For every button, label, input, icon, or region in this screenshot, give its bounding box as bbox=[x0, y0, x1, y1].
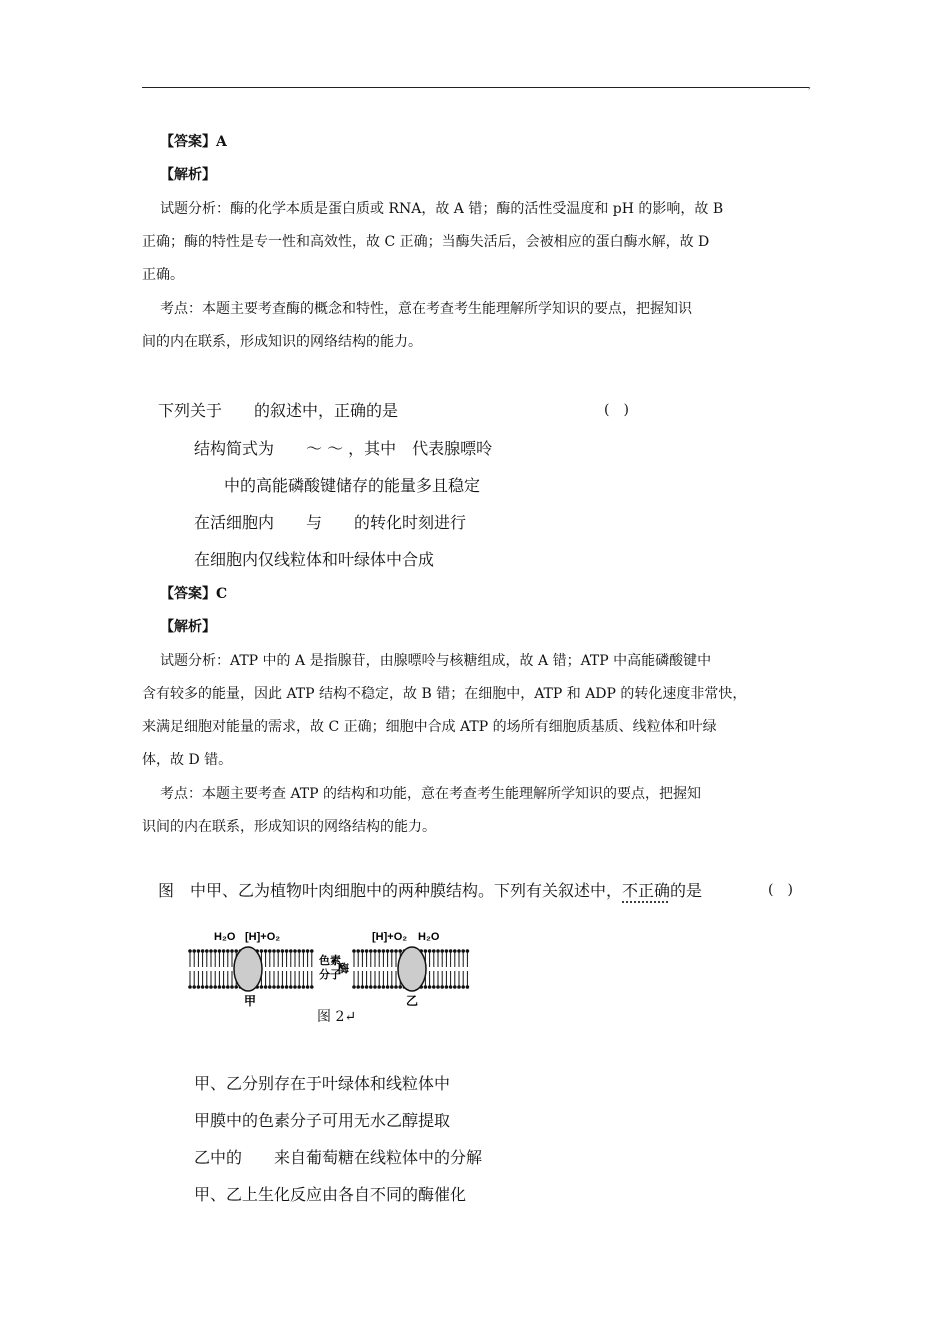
lipid-head bbox=[424, 985, 428, 989]
lipid-head bbox=[369, 985, 373, 989]
lipid-head bbox=[428, 985, 432, 989]
q2-analysis-line: 试题分析：ATP 中的 A 是指腺苷，由腺嘌呤与核糖组成，故 A 错；ATP 中高能磷酸键中 bbox=[160, 653, 712, 669]
lipid-head bbox=[264, 985, 268, 989]
q3-option: 甲、乙分别存在于叶绿体和线粒体中 bbox=[194, 1074, 451, 1093]
q2-kaodian-line: 考点：本题主要考查 ATP 的结构和功能，意在考查考生能理解所学知识的要点，把握知 bbox=[160, 786, 702, 802]
lipid-head bbox=[390, 985, 394, 989]
protein-jia bbox=[234, 947, 262, 991]
lipid-head bbox=[209, 985, 213, 989]
lipid-head bbox=[377, 985, 381, 989]
header-rule bbox=[142, 87, 809, 88]
lipid-head bbox=[361, 985, 365, 989]
lipid-head bbox=[213, 985, 217, 989]
q3-option: 乙中的 来自葡萄糖在线粒体中的分解 bbox=[194, 1148, 483, 1167]
lipid-head bbox=[293, 985, 297, 989]
label-h-o2-left: [H]+O₂ bbox=[245, 931, 281, 943]
lipid-head bbox=[297, 985, 301, 989]
q2-answer-paren: ( ) bbox=[604, 402, 629, 418]
q3-option: 甲、乙上生化反应由各自不同的酶催化 bbox=[194, 1185, 467, 1204]
lipid-head bbox=[260, 985, 264, 989]
lipid-head bbox=[386, 985, 390, 989]
q2-analysis-line: 体，故 D 错。 bbox=[142, 752, 233, 768]
label-yi: 乙 bbox=[406, 994, 419, 1008]
lipid-head bbox=[356, 985, 360, 989]
q1-kaodian-line: 考点：本题主要考查酶的概念和特性，意在考查考生能理解所学知识的要点，把握知识 bbox=[160, 301, 692, 317]
protein-yi bbox=[398, 947, 426, 991]
lipid-head bbox=[373, 985, 377, 989]
q2-option: 结构简式为 ～ ～ ，其中 代表腺嘌呤 bbox=[194, 439, 493, 458]
lipid-head bbox=[205, 985, 209, 989]
q2-stem: 下列关于 的叙述中，正确的是 bbox=[158, 401, 399, 420]
q1-analysis-line: 正确；酶的特性是专一性和高效性，故 C 正确；当酶失活后，会被相应的蛋白酶水解，故 D bbox=[142, 234, 710, 250]
lipid-head bbox=[432, 985, 436, 989]
lipid-head bbox=[436, 985, 440, 989]
q2-analysis-line: 含有较多的能量，因此 ATP 结构不稳定，故 B 错；在细胞中，ATP 和 ADP 的转化速度非常快， bbox=[142, 686, 747, 702]
label-h-o2-right: [H]+O₂ bbox=[372, 931, 408, 943]
figure-caption: 图 2↵ bbox=[317, 1009, 357, 1025]
lipid-head bbox=[440, 985, 444, 989]
q2-analysis-line: 来满足细胞对能量的需求，故 C 正确；细胞中合成 ATP 的场所有细胞质基质、线粒体和叶绿 bbox=[142, 719, 717, 735]
q1-analysis-label: 【解析】 bbox=[160, 167, 216, 183]
lipid-head bbox=[192, 985, 196, 989]
lipid-head bbox=[188, 985, 192, 989]
q1-kaodian-line: 间的内在联系，形成知识的网络结构的能力。 bbox=[142, 334, 422, 350]
lipid-head bbox=[276, 985, 280, 989]
lipid-head bbox=[457, 985, 461, 989]
q1-analysis-line: 正确。 bbox=[142, 267, 184, 283]
q3-answer-paren: ( ) bbox=[768, 882, 793, 898]
q2-answer: 【答案】C bbox=[160, 586, 228, 602]
lipid-head bbox=[398, 985, 402, 989]
q2-option: 在活细胞内 与 的转化时刻进行 bbox=[194, 513, 467, 532]
label-h2o-right: H₂O bbox=[418, 931, 440, 943]
lipid-head bbox=[234, 985, 238, 989]
lipid-head bbox=[272, 985, 276, 989]
lipid-head bbox=[230, 985, 234, 989]
q1-answer: 【答案】A bbox=[160, 134, 227, 150]
q3-stem-before: 图 中甲、乙为植物叶肉细胞中的两种膜结构。下列有关叙述中， bbox=[158, 881, 623, 900]
lipid-head bbox=[197, 985, 201, 989]
lipid-head bbox=[445, 985, 449, 989]
header-rule-mark: , bbox=[808, 80, 812, 91]
q1-analysis-line: 试题分析：酶的化学本质是蛋白质或 RNA，故 A 错；酶的活性受温度和 pH 的影响，故 B bbox=[160, 201, 724, 217]
lipid-head bbox=[289, 985, 293, 989]
lipid-head bbox=[306, 985, 310, 989]
q2-analysis-label: 【解析】 bbox=[160, 619, 216, 635]
lipid-head bbox=[310, 985, 314, 989]
q2-option: 在细胞内仅线粒体和叶绿体中合成 bbox=[194, 550, 435, 569]
lipid-head bbox=[449, 985, 453, 989]
lipid-head bbox=[394, 985, 398, 989]
label-pigment-2: 分子 bbox=[319, 969, 341, 981]
q3-stem-emphasis: 不正确 bbox=[622, 881, 671, 900]
label-enzyme: 酶 bbox=[338, 963, 349, 975]
lipid-head bbox=[382, 985, 386, 989]
lipid-head bbox=[268, 985, 272, 989]
lipid-head bbox=[222, 985, 226, 989]
lipid-head bbox=[218, 985, 222, 989]
membrane-diagram bbox=[186, 925, 476, 1013]
q2-kaodian-line: 识间的内在联系，形成知识的网络结构的能力。 bbox=[142, 819, 436, 835]
lipid-head bbox=[453, 985, 457, 989]
lipid-head bbox=[226, 985, 230, 989]
lipid-head bbox=[466, 985, 470, 989]
lipid-head bbox=[461, 985, 465, 989]
q3-stem bbox=[158, 878, 702, 901]
lipid-head bbox=[365, 985, 369, 989]
lipid-head bbox=[352, 985, 356, 989]
label-jia: 甲 bbox=[244, 994, 257, 1008]
label-pigment-1: 色素 bbox=[319, 955, 341, 967]
lipid-head bbox=[281, 985, 285, 989]
lipid-head bbox=[201, 985, 205, 989]
q3-stem-after: 的是 bbox=[670, 881, 703, 900]
lipid-head bbox=[285, 985, 289, 989]
lipid-head bbox=[302, 985, 306, 989]
label-h2o-left: H₂O bbox=[214, 931, 236, 943]
q3-option: 甲膜中的色素分子可用无水乙醇提取 bbox=[194, 1111, 451, 1130]
q2-option: 中的高能磷酸键储存的能量多且稳定 bbox=[224, 476, 481, 495]
